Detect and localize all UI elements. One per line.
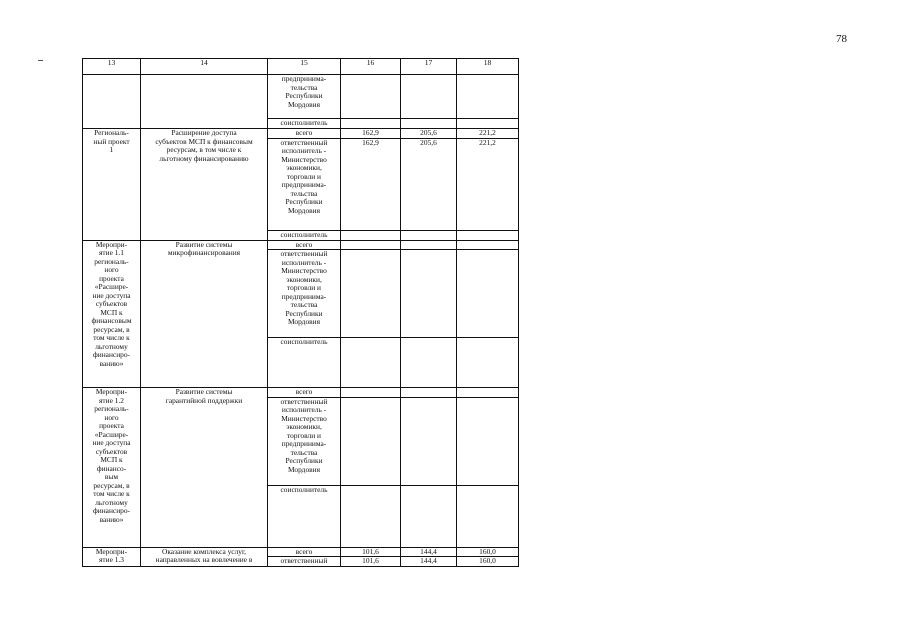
header-col-17: 17 (401, 59, 457, 75)
measure-1-2-total-label: всего (268, 388, 341, 398)
measure-1-3-description: Оказание комплекса услуг, направленных на вовлечение в (141, 547, 268, 566)
regional-project-description: Расширение доступа субъектов МСП к финансовым ресурсам, в том числе к льготному финансированию (141, 129, 268, 241)
measure-1-3-total-17: 144,4 (401, 547, 457, 557)
regional-project-total-label: всего (268, 129, 341, 139)
regional-project-responsible-18: 221,2 (457, 138, 519, 230)
measure-1-3-responsible-16: 101,6 (341, 557, 401, 567)
measure-1-3-total-label: всего (268, 547, 341, 557)
measure-1-1-co-executor: соисполнитель (268, 338, 341, 388)
page-number: 78 (836, 33, 847, 45)
regional-project-responsible-16: 162,9 (341, 138, 401, 230)
continuation-executor-tail: предпринима- тельства Республики Мордовия (268, 75, 341, 119)
measure-1-1-responsible: ответственный исполнитель - Министерство экономики, торговли и предпринима- тельства Республики Мордовия (268, 250, 341, 338)
measure-1-2-responsible: ответственный исполнитель - Министерство экономики, торговли и предпринима- тельства Республики Мордовия (268, 397, 341, 485)
regional-project-total-17: 205,6 (401, 129, 457, 139)
measure-1-3-name: Меропри- ятие 1.3 (83, 547, 141, 566)
measure-1-2-co-executor: соисполнитель (268, 485, 341, 547)
regional-project-responsible: ответственный исполнитель - Министерство экономики, торговли и предпринима- тельства Республики Мордовия (268, 138, 341, 230)
header-col-18: 18 (457, 59, 519, 75)
header-col-15: 15 (268, 59, 341, 75)
measure-1-1-name: Меропри- ятие 1.1 региональ- ного проекта «Расшире- ние доступа субъектов МСП к финансовым ресурсам, в том числе к льготному финансиро- ванию» (83, 240, 141, 388)
regional-project-total-row (83, 129, 519, 139)
continuation-row (83, 75, 519, 119)
regional-project-name: Региональ- ный проект 1 (83, 129, 141, 241)
measure-1-3-responsible-17: 144,4 (401, 557, 457, 567)
continuation-name-cell (83, 75, 141, 129)
measure-1-1-total-row (83, 240, 519, 250)
regional-project-responsible-17: 205,6 (401, 138, 457, 230)
header-col-14: 14 (141, 59, 268, 75)
scan-mark (38, 60, 43, 61)
measure-1-3-total-row (83, 547, 519, 557)
measure-1-2-name: Меропри- ятие 1.2 региональ- ного проекта «Расшире- ние доступа субъектов МСП к финансо- вым ресурсам, в том числе к льготному финансиро- ванию» (83, 388, 141, 548)
measure-1-3-total-16: 101,6 (341, 547, 401, 557)
continuation-co-executor: соисполнитель (268, 119, 341, 129)
measure-1-3-responsible: ответственный (268, 557, 341, 567)
measure-1-1-total-label: всего (268, 240, 341, 250)
measure-1-3-responsible-18: 160,0 (457, 557, 519, 567)
header-col-13: 13 (83, 59, 141, 75)
regional-project-total-18: 221,2 (457, 129, 519, 139)
measure-1-2-description: Развитие системы гарантийной поддержки (141, 388, 268, 548)
measure-1-2-total-row (83, 388, 519, 398)
measure-1-3-total-18: 160,0 (457, 547, 519, 557)
regional-project-total-16: 162,9 (341, 129, 401, 139)
regional-project-co-executor: соисполнитель (268, 230, 341, 240)
header-row (83, 59, 519, 75)
measure-1-1-description: Развитие системы микрофинансирования (141, 240, 268, 388)
header-col-16: 16 (341, 59, 401, 75)
budget-table (82, 58, 519, 567)
continuation-description-cell (141, 75, 268, 129)
